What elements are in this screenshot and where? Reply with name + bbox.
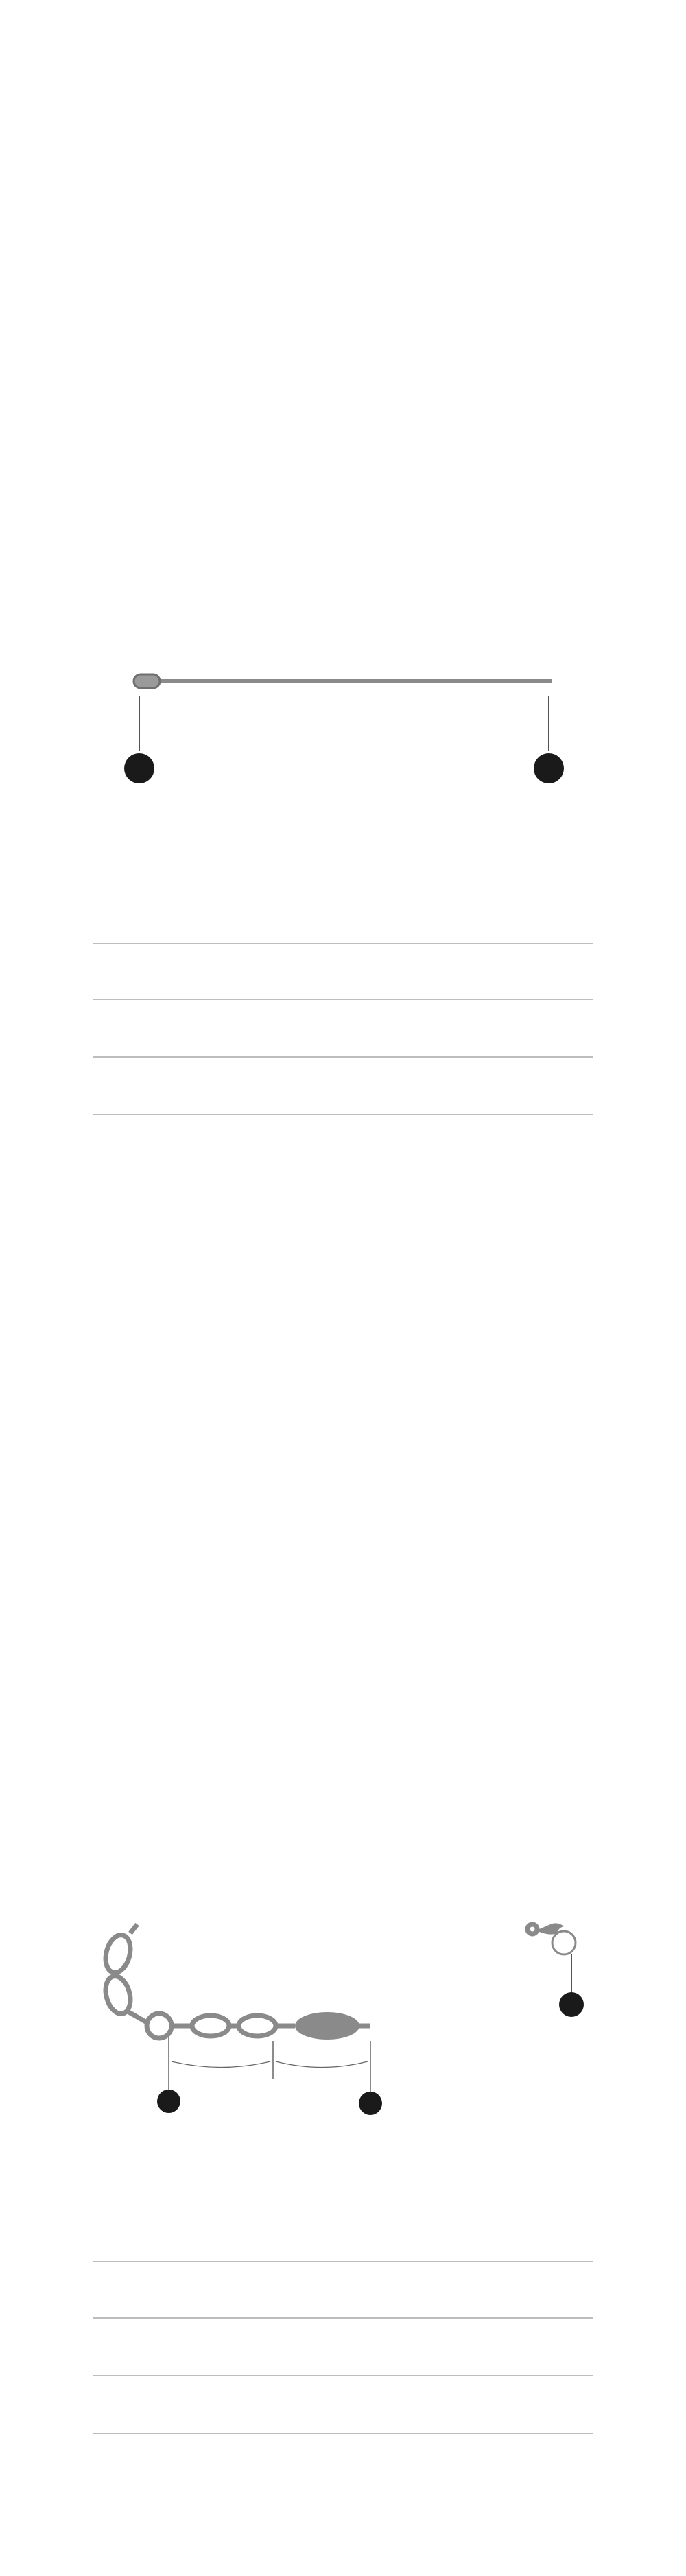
steel-marker-one	[534, 753, 564, 783]
steel-clasp	[134, 674, 160, 688]
table-header-row	[93, 943, 593, 1000]
table-cell	[193, 2376, 293, 2433]
chain-marker-two	[359, 2092, 382, 2115]
chain-marker-star	[559, 1992, 584, 2017]
chain-marker-one	[157, 2090, 180, 2113]
chain-link-joint	[128, 2011, 147, 2022]
chain-link	[102, 1933, 134, 1976]
table-header-cell	[427, 943, 510, 1000]
table-cell	[293, 2318, 393, 2376]
table-cell	[510, 1057, 593, 1115]
table-cell	[427, 1000, 510, 1057]
table-header-cell	[393, 2262, 493, 2318]
chain-gap-left-arc	[172, 2061, 270, 2068]
table-header-row	[93, 2262, 593, 2318]
table-cell	[93, 1057, 176, 1115]
steel-chain-diagram	[0, 631, 686, 810]
chain-link	[239, 2016, 276, 2036]
chain-link-joint	[130, 1924, 137, 1933]
table-cell	[93, 2318, 193, 2376]
table-cell	[427, 1057, 510, 1115]
table-row	[93, 1000, 593, 1057]
table-cell	[493, 2318, 593, 2376]
table-header-cell	[93, 943, 176, 1000]
chain-link	[192, 2016, 229, 2036]
table-row	[93, 2376, 593, 2433]
chain-tag	[295, 2012, 359, 2040]
chain-diagram	[0, 1893, 686, 2127]
table-cell	[293, 2376, 393, 2433]
chain-clasp-ring	[552, 1931, 576, 1954]
steel-marker-star	[124, 753, 154, 783]
table-cell	[93, 1000, 176, 1057]
table-cell	[393, 2376, 493, 2433]
table-cell	[259, 1000, 343, 1057]
table-header-cell	[293, 2262, 393, 2318]
table-cell	[93, 2376, 193, 2433]
table-cell	[393, 2318, 493, 2376]
table-cell	[176, 1057, 260, 1115]
table-header-cell	[193, 2262, 293, 2318]
table-cell	[343, 1057, 427, 1115]
chain-link-joint	[115, 1974, 118, 1976]
table-header-cell	[510, 943, 593, 1000]
table-row	[93, 2318, 593, 2376]
chain-gap-right-arc	[276, 2061, 368, 2068]
table-cell	[176, 1000, 260, 1057]
table-cell	[510, 1000, 593, 1057]
table-cell	[193, 2318, 293, 2376]
steel-size-table	[93, 943, 593, 1115]
table-header-cell	[259, 943, 343, 1000]
chain-end-ring	[528, 1924, 537, 1934]
table-row	[93, 1057, 593, 1115]
table-cell	[343, 1000, 427, 1057]
table-header-cell	[93, 2262, 193, 2318]
chain-size-table	[93, 2261, 593, 2434]
chain-ring	[147, 2013, 172, 2038]
table-header-cell	[176, 943, 260, 1000]
table-cell	[259, 1057, 343, 1115]
table-header-cell	[493, 2262, 593, 2318]
table-cell	[493, 2376, 593, 2433]
table-header-cell	[343, 943, 427, 1000]
